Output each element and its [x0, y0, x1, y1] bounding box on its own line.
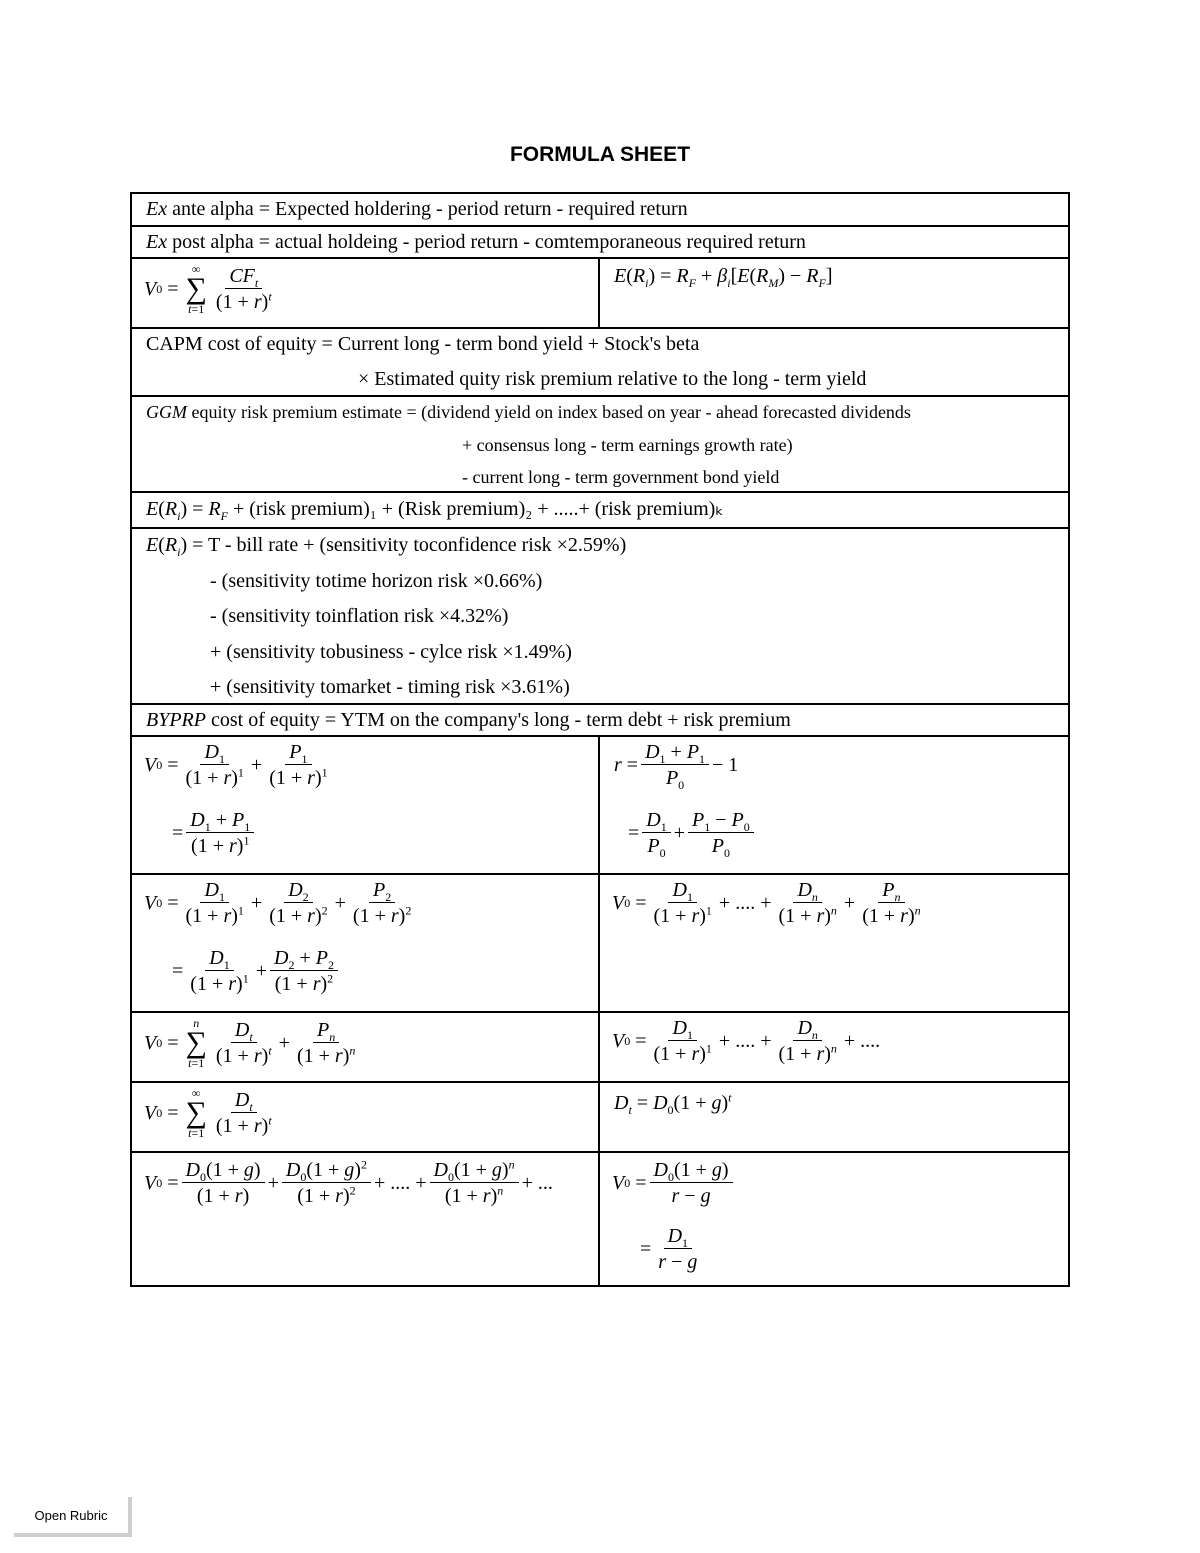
- burmeister-line-1: $E(R_i) = T$ - bill rate + (sensitivity toconfidence risk ×2.59%): [146, 534, 627, 559]
- gordon-growth-formula: V 0 = $\frac{D_0(1 + g)}{r - g}$: [612, 1159, 736, 1207]
- burmeister-row: [132, 529, 1068, 705]
- one-period-value-combined: = $\frac{D_1 + P_1}{(1 + r)^1}$: [172, 809, 257, 857]
- ex-ante-alpha-formula: Ex ante alpha = Expected holdering - period return - required return: [146, 198, 688, 220]
- infinite-series-formula: V 0 = $\frac{D_1}{(1 + r)^1}$ + .... + $\frac{D_n}{(1 + r)^n}$ + ....: [612, 1017, 881, 1065]
- gordon-growth-row: [132, 1153, 1068, 1285]
- capm-cost-line-1: CAPM cost of equity = Current long - term bond yield + Stock's beta: [146, 333, 700, 355]
- ex-post-alpha-row: [132, 227, 1068, 259]
- burmeister-line-3: - (sensitivity toinflation risk ×4.32%): [210, 605, 509, 627]
- byprp-row: [132, 705, 1068, 737]
- ggm-line-3: - current long - term government bond yield: [462, 467, 780, 487]
- byprp-formula: BYPRP cost of equity = YTM on the company's long - term debt + risk premium: [146, 709, 791, 731]
- ex-post-alpha-formula: Ex post alpha = actual holdeing - period return - comtemporaneous required return: [146, 231, 806, 253]
- finite-sum-formula: V 0 = n ∑ t=1 $\frac{D_t}{(1 + r)^t}$ + $\frac{P_n}{(1 + r)^n}$: [144, 1016, 356, 1070]
- dividend-growth-formula: $D_t = D_0(1 + g)^t$: [614, 1090, 732, 1117]
- multifactor-formula: $E(R_i) = R_F$ + (risk premium)₁ + (Risk premium)₂ + .....+ (risk premium)ₖ: [146, 498, 724, 523]
- ex-ante-alpha-row: [132, 194, 1068, 227]
- ggm-line-2: + consensus long - term earnings growth rate): [462, 435, 793, 455]
- page-title: FORMULA SHEET: [509, 143, 691, 166]
- n-period-value-formula: V 0 = $\frac{D_1}{(1 + r)^1}$ + .... + $\frac{D_n}{(1 + r)^n}$ + $\frac{P_n}{(1 + r)^n}$: [612, 879, 921, 927]
- one-period-row: [132, 737, 1068, 875]
- present-value-cash-flows-formula: V 0 = ∞ ∑ t=1 $\frac{CF_t}{(1 + r)^t}$: [144, 262, 272, 316]
- infinite-sum-row: [132, 1083, 1068, 1153]
- burmeister-line-5: + (sensitivity tomarket - timing risk ×3.61%): [210, 676, 570, 698]
- ggm-line-1: GGM equity risk premium estimate = (dividend yield on index based on year - ahead forecasted dividends: [146, 402, 911, 422]
- capm-cost-of-equity-row: [132, 329, 1068, 397]
- multifactor-row: [132, 493, 1068, 529]
- formula-table: [130, 192, 1070, 1287]
- burmeister-line-2: - (sensitivity totime horizon risk ×0.66%): [210, 570, 543, 592]
- ggm-row: [132, 397, 1068, 493]
- one-period-return-formula: r = $\frac{D_1 + P_1}{P_0}$ − 1: [614, 741, 739, 792]
- burmeister-line-4: + (sensitivity tobusiness - cylce risk ×1.49%): [210, 641, 572, 663]
- two-period-value-formula: V 0 = $\frac{D_1}{(1 + r)^1}$ + $\frac{D_2}{(1 + r)^2}$ + $\frac{P_2}{(1 + r)^2}$: [144, 879, 412, 927]
- capm-formula: $E(R_i) = R_F + \beta_i[E(R_M) - R_F]$: [614, 265, 833, 290]
- two-period-value-combined: = $\frac{D_1}{(1 + r)^1}$ + $\frac{D_2 + P_2}{(1 + r)^2}$: [172, 947, 341, 995]
- one-period-value-formula: V 0 = $\frac{D_1}{(1 + r)^1}$ + $\frac{P_1}{(1 + r)^1}$: [144, 741, 328, 789]
- one-period-return-split: = $\frac{D_1}{P_0}$ + $\frac{P_1 - P_0}{P_0}$: [628, 809, 757, 857]
- capm-cost-line-2: × Estimated quity risk premium relative to the long - term yield: [358, 368, 867, 390]
- growing-dividend-series-formula: V 0 = $\frac{D_0(1 + g)}{(1 + r)}$ + $\frac{D_0(1 + g)^2}{(1 + r)^2}$ + .... + $\frac{D_0(1 + g)^n}{(1 + r)^n}$ + ...: [144, 1157, 553, 1207]
- infinite-sum-formula: V 0 = ∞ ∑ t=1 $\frac{D_t}{(1 + r)^t}$: [144, 1086, 272, 1140]
- two-period-row: [132, 875, 1068, 1013]
- finite-sum-row: [132, 1013, 1068, 1083]
- open-rubric-button[interactable]: Open Rubric: [14, 1497, 132, 1537]
- gordon-growth-simplified: = $\frac{D_1}{r - g}$: [640, 1225, 698, 1273]
- pv-capm-row: [132, 259, 1068, 329]
